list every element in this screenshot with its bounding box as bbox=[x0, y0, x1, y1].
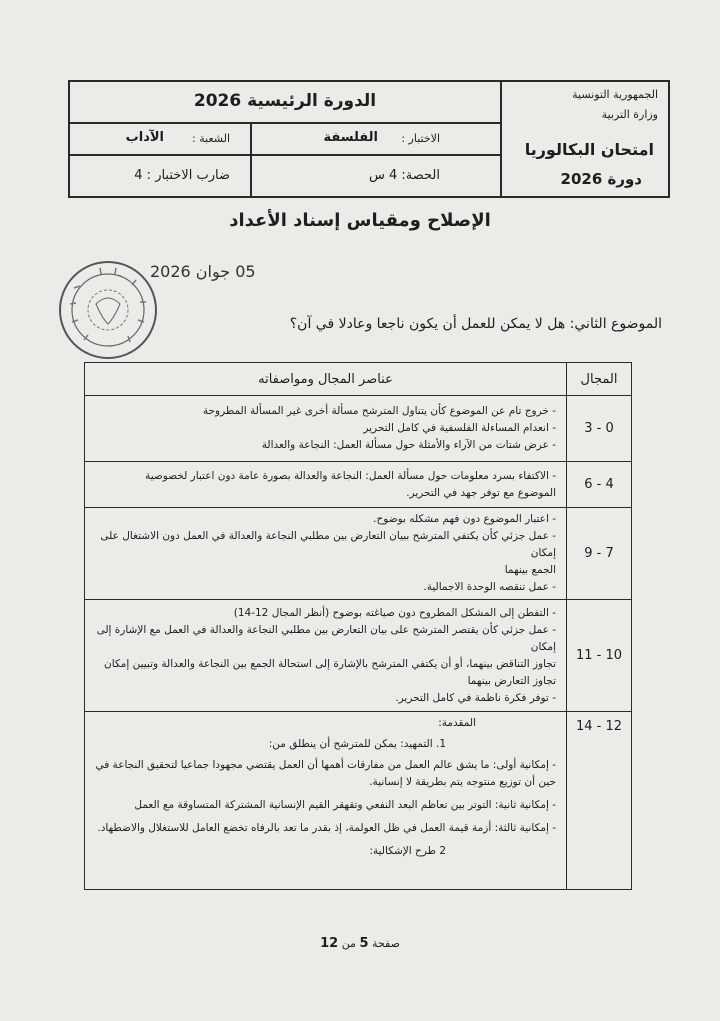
criteria-line: - عمل تنقصه الوحدة الاجمالية. bbox=[423, 581, 556, 593]
criteria-line: - خروج تام عن الموضوع كأن يتناول المترشح مسألة أخرى غير المسألة المطروحة bbox=[202, 405, 556, 417]
official-stamp-icon bbox=[56, 258, 160, 362]
subject-label: الاختبار : bbox=[401, 132, 440, 145]
range-cell: 4 - 6 bbox=[567, 462, 632, 508]
header-institution bbox=[500, 82, 668, 196]
criteria-line: - إمكانية ثانية: التوتر بين تعاظم البعد النفعي وتقهقر القيم الإنسانية المشتركة المتساوقة مع العمل bbox=[134, 799, 556, 811]
republic-label: الجمهورية التونسية bbox=[572, 88, 658, 101]
criteria-line: تجاوز التعارض بينهما bbox=[467, 674, 556, 687]
table-row bbox=[85, 508, 632, 600]
branch-value: الآداب bbox=[125, 130, 164, 145]
intro-subheading: 1. التمهيد: يمكن للمترشح أن ينطلق من: bbox=[268, 738, 446, 750]
range-cell: 0 - 3 bbox=[567, 396, 632, 462]
criteria-line: الجمع بينهما bbox=[504, 564, 556, 576]
criteria-line: - عمل جزئي كأن يقتصر المترشح على بيان التعارض بين مطلبي النجاعة والعدالة في العمل مع الإشارة إلى إمكان bbox=[96, 623, 556, 653]
year-session-label: دورة 2026 bbox=[560, 170, 642, 188]
criteria-line: - التفطن إلى المشكل المطروح دون صياغته بوضوح (أنظر المجال 12-14) bbox=[233, 606, 556, 619]
criteria-cell bbox=[85, 508, 567, 600]
branch-label: الشعبة : bbox=[192, 132, 230, 145]
session-title: الدورة الرئيسية 2026 bbox=[193, 91, 377, 111]
page-total: 12 bbox=[320, 936, 339, 951]
range-cell: 10 - 11 bbox=[567, 600, 632, 712]
header-session-row bbox=[70, 82, 500, 124]
subject-value: الفلسفة bbox=[323, 130, 378, 145]
criteria-line: - اعتبار الموضوع دون فهم مشكله بوضوح. bbox=[373, 513, 556, 525]
coefficient-cell bbox=[70, 156, 252, 196]
main-title: الإصلاح ومقياس إسناد الأعداد bbox=[229, 210, 491, 231]
range-column-header: المجال bbox=[567, 363, 632, 396]
table-row bbox=[85, 462, 632, 508]
criteria-line: - عرض شتات من الآراء والأمثلة حول مسألة العمل: النجاعة والعدالة bbox=[261, 439, 556, 451]
header-duration-row bbox=[70, 156, 500, 196]
criteria-line: - توفر فكرة ناظمة في كامل التحرير. bbox=[395, 691, 556, 704]
criteria-cell bbox=[85, 600, 567, 712]
header-subject-row bbox=[70, 124, 500, 156]
criteria-line: - عمل جزئي كأن يكتفي المترشح ببيان التعارض بين مطلبي النجاعة والعدالة في العمل دون الاشتغال على إمكان bbox=[100, 530, 556, 559]
stamp-date: 05 جوان 2026 bbox=[150, 262, 256, 281]
table-row bbox=[85, 396, 632, 462]
exam-header bbox=[68, 80, 670, 198]
criteria-cell bbox=[85, 462, 567, 508]
criteria-line: - الاكتفاء بسرد معلومات حول مسألة العمل: النجاعة والعدالة بصورة عامة دون اعتبار لخصوصية bbox=[145, 469, 556, 482]
page-word: صفحة bbox=[372, 937, 400, 950]
range-cell: 12 - 14 bbox=[567, 712, 632, 890]
criteria-line: - إمكانية أولى: ما يشق عالم العمل من مفارقات أهمها أن العمل يقتضي مجهودا جماعيا لتحقيق النجاعة في bbox=[95, 759, 556, 771]
duration-cell bbox=[250, 156, 500, 196]
subject-question: الموضوع الثاني: هل لا يمكن للعمل أن يكون ناجعا وعادلا في آن؟ bbox=[289, 316, 662, 332]
exam-label: امتحان البكالوريا bbox=[524, 140, 654, 159]
criteria-line: - إمكانية ثالثة: أزمة قيمة العمل في ظل العولمة، إذ بقدر ما تعد بالرفاه تخضع العامل للاستغلال والاضطهاد. bbox=[97, 822, 556, 834]
page-footer bbox=[0, 936, 720, 951]
grading-table bbox=[84, 362, 632, 890]
table-row bbox=[85, 600, 632, 712]
subject-cell bbox=[250, 124, 500, 154]
criteria-line: الموضوع مع توفر جهد في التحرير. bbox=[406, 486, 556, 499]
ministry-label: وزارة التربية bbox=[601, 108, 658, 121]
criteria-column-header: عناصر المجال ومواصفاته bbox=[85, 363, 567, 396]
page-number: 5 bbox=[359, 936, 369, 951]
table-header-row bbox=[85, 363, 632, 396]
criteria-cell bbox=[85, 396, 567, 462]
duration-label: الحصة: 4 س bbox=[368, 168, 440, 183]
criteria-line: تجاوز التناقض بينهما، أو أن يكتفي المترشح بالإشارة إلى استحالة الجمع بين النجاعة والعدالة وتبيين إمكان bbox=[104, 657, 556, 670]
criteria-cell bbox=[85, 712, 567, 890]
coefficient-label: ضارب الاختبار : 4 bbox=[134, 168, 230, 183]
problem-subheading: 2 طرح الإشكالية: bbox=[369, 845, 446, 857]
table-row bbox=[85, 712, 632, 890]
of-word: من bbox=[341, 937, 356, 950]
criteria-line: حين أن توزيع منتوجه يتم بطريقة لا إنسانية. bbox=[369, 776, 556, 788]
range-cell: 7 - 9 bbox=[567, 508, 632, 600]
intro-heading: المقدمة: bbox=[438, 717, 476, 729]
branch-cell bbox=[70, 124, 252, 154]
criteria-line: - انعدام المساءلة الفلسفية في كامل التحرير bbox=[363, 422, 556, 434]
